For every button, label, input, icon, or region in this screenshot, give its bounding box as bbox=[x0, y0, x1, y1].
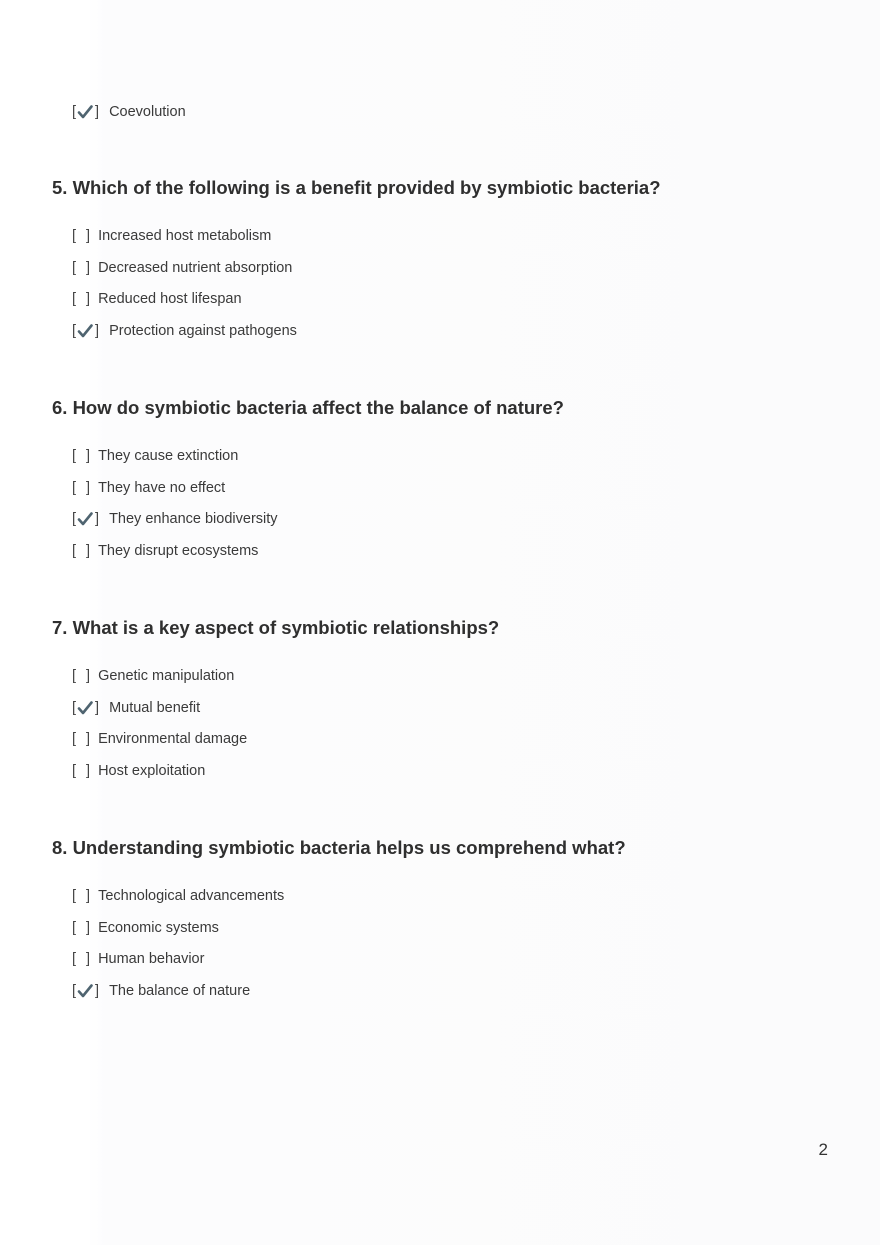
checkbox: [ ] bbox=[72, 888, 91, 904]
option bbox=[72, 446, 842, 478]
options-list bbox=[72, 886, 842, 1013]
check-mark-icon bbox=[77, 983, 93, 999]
check-mark-icon bbox=[77, 511, 93, 527]
question-title: 8. Understanding symbiotic bacteria helps us comprehend what? bbox=[52, 837, 626, 858]
options-list bbox=[72, 446, 842, 573]
option-label: Coevolution bbox=[109, 104, 186, 120]
checkbox: [ ] bbox=[72, 323, 100, 340]
option bbox=[72, 258, 842, 290]
option bbox=[72, 289, 842, 321]
option bbox=[72, 541, 842, 573]
question-6 bbox=[52, 396, 842, 573]
option-label: Technological advancements bbox=[98, 888, 285, 904]
option-label: They cause extinction bbox=[98, 448, 239, 464]
question-8 bbox=[52, 836, 842, 1013]
checkbox: [ ] bbox=[72, 668, 91, 684]
option-label: Environmental damage bbox=[98, 731, 248, 748]
checkbox: [ ] bbox=[72, 543, 91, 560]
checkbox: [ ] bbox=[72, 104, 100, 120]
option-label: Mutual benefit bbox=[109, 699, 201, 716]
option bbox=[72, 886, 842, 918]
option-label: Genetic manipulation bbox=[98, 668, 235, 684]
option-coevolution bbox=[72, 102, 186, 134]
option bbox=[72, 729, 842, 761]
option-checked bbox=[72, 698, 842, 730]
option-label: Increased host metabolism bbox=[98, 228, 272, 244]
checkbox: [ ] bbox=[72, 259, 91, 276]
question-5 bbox=[52, 176, 842, 353]
option bbox=[72, 761, 842, 793]
option-checked bbox=[72, 321, 842, 353]
option-label: Decreased nutrient absorption bbox=[98, 259, 293, 276]
checkbox: [ ] bbox=[72, 291, 91, 308]
check-mark-icon bbox=[77, 700, 93, 716]
option-label: They disrupt ecosystems bbox=[98, 543, 259, 560]
checkbox: [ ] bbox=[72, 919, 91, 936]
option-label: Reduced host lifespan bbox=[98, 291, 242, 308]
option-label: Economic systems bbox=[98, 919, 219, 936]
checkbox: [ ] bbox=[72, 699, 100, 716]
option-label: They have no effect bbox=[98, 479, 226, 496]
check-mark-icon bbox=[77, 104, 93, 120]
checkbox: [ ] bbox=[72, 763, 91, 780]
option bbox=[72, 918, 842, 950]
option-label: Protection against pathogens bbox=[109, 323, 297, 340]
checkbox: [ ] bbox=[72, 448, 91, 464]
option-checked bbox=[72, 981, 842, 1013]
checkbox: [ ] bbox=[72, 983, 100, 1000]
option bbox=[72, 226, 842, 258]
option-label: They enhance biodiversity bbox=[109, 511, 278, 528]
checkbox: [ ] bbox=[72, 511, 100, 528]
checkbox: [ ] bbox=[72, 228, 91, 244]
options-list bbox=[72, 666, 842, 793]
question-title: 7. What is a key aspect of symbiotic relationships? bbox=[52, 617, 500, 638]
checkbox: [ ] bbox=[72, 731, 91, 748]
checkbox: [ ] bbox=[72, 951, 91, 968]
page-number: 2 bbox=[818, 1140, 828, 1159]
option bbox=[72, 949, 842, 981]
question-title: 6. How do symbiotic bacteria affect the balance of nature? bbox=[52, 397, 564, 418]
option-label: Host exploitation bbox=[98, 763, 206, 780]
question-title: 5. Which of the following is a benefit provided by symbiotic bacteria? bbox=[52, 177, 661, 198]
option-label: The balance of nature bbox=[109, 983, 251, 1000]
option-label: Human behavior bbox=[98, 951, 205, 968]
option bbox=[72, 478, 842, 510]
check-mark-icon bbox=[77, 323, 93, 339]
checkbox: [ ] bbox=[72, 479, 91, 496]
option-checked bbox=[72, 509, 842, 541]
question-7 bbox=[52, 616, 842, 793]
option bbox=[72, 666, 842, 698]
options-list bbox=[72, 226, 842, 353]
